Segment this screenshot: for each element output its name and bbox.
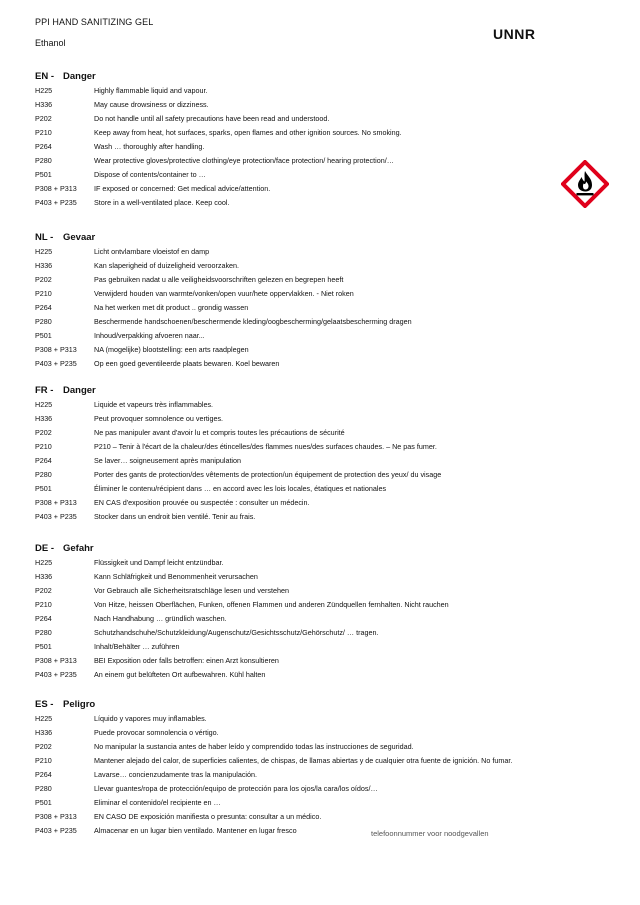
statement-row — [35, 273, 615, 287]
statement-row — [35, 612, 615, 626]
section-heading — [35, 542, 615, 556]
statement-row — [35, 112, 615, 126]
statement-code: P501 — [35, 484, 52, 493]
statement-code: P403 + P235 — [35, 826, 77, 835]
section-heading — [35, 231, 615, 245]
statement-text: May cause drowsiness or dizziness. — [94, 100, 209, 109]
statement-row — [35, 754, 615, 768]
language-code: FR - — [35, 385, 54, 396]
statement-row — [35, 482, 615, 496]
statement-text: Nach Handhabung … gründlich waschen. — [94, 614, 227, 623]
statement-row — [35, 824, 615, 838]
signal-word: Danger — [63, 71, 96, 82]
statement-text: IF exposed or concerned: Get medical advice/attention. — [94, 184, 271, 193]
signal-word: Gevaar — [63, 232, 96, 243]
statement-code: P210 — [35, 128, 52, 137]
statement-code: H336 — [35, 261, 53, 270]
statement-text: Almacenar en un lugar bien ventilado. Mantener en lugar fresco — [94, 826, 297, 835]
statement-text: Vor Gebrauch alle Sicherheitsratschläge lesen und verstehen — [94, 586, 289, 595]
statement-row — [35, 315, 615, 329]
language-code: NL - — [35, 232, 54, 243]
statement-text: P210 – Tenir à l'écart de la chaleur/des étincelles/des flammes nues/des surfaces chaudes. – Ne pas fumer. — [94, 442, 437, 451]
statement-text: Verwijderd houden van warmte/vonken/open vuur/hete oppervlakken. - Niet roken — [94, 289, 354, 298]
section-de — [35, 542, 615, 682]
statement-code: P501 — [35, 331, 52, 340]
statement-row — [35, 640, 615, 654]
statement-text: Op een goed geventileerde plaats bewaren. Koel bewaren — [94, 359, 280, 368]
statement-code: P501 — [35, 798, 52, 807]
statement-code: P202 — [35, 114, 52, 123]
statement-text: Llevar guantes/ropa de protección/equipo de protección para los ojos/la cara/los oídos/… — [94, 784, 378, 793]
signal-word: Peligro — [63, 699, 96, 710]
statement-row — [35, 712, 615, 726]
statement-code: P403 + P235 — [35, 359, 77, 368]
statement-text: EN CASO DE exposición manifiesta o presunta: consultar a un médico. — [94, 812, 322, 821]
statement-code: P403 + P235 — [35, 670, 77, 679]
statement-text: Éliminer le contenu/récipient dans … en accord avec les lois locales, étatiques et nationales — [94, 484, 387, 493]
section-heading — [35, 70, 615, 84]
statement-row — [35, 343, 615, 357]
signal-word: Danger — [63, 385, 96, 396]
emergency-phone-label: telefoonnummer voor noodgevallen — [371, 829, 489, 838]
statement-text: Wear protective gloves/protective clothing/eye protection/face protection/ hearing protection/… — [94, 156, 394, 165]
statement-text: Lavarse… concienzudamente tras la manipulación. — [94, 770, 258, 779]
statement-text: Inhalt/Behälter … zuführen — [94, 642, 180, 651]
statement-row — [35, 259, 615, 273]
statement-code: H225 — [35, 558, 53, 567]
statement-code: P280 — [35, 470, 52, 479]
statement-text: EN CAS d'exposition prouvée ou suspectée : consulter un médecin. — [94, 498, 310, 507]
statement-text: Kann Schläfrigkeit und Benommenheit verursachen — [94, 572, 258, 581]
statement-row — [35, 668, 615, 682]
statement-text: Ne pas manipuler avant d'avoir lu et compris toutes les précautions de sécurité — [94, 428, 345, 437]
statement-row — [35, 329, 615, 343]
statement-row — [35, 810, 615, 824]
statement-row — [35, 196, 615, 210]
statement-row — [35, 796, 615, 810]
statement-text: Stocker dans un endroit bien ventilé. Tenir au frais. — [94, 512, 256, 521]
statement-row — [35, 98, 615, 112]
statement-text: Na het werken met dit product .. grondig wassen — [94, 303, 249, 312]
language-code: ES - — [35, 699, 54, 710]
statement-row — [35, 440, 615, 454]
statement-row — [35, 570, 615, 584]
language-code: DE - — [35, 543, 54, 554]
statement-code: P210 — [35, 289, 52, 298]
statement-text: Beschermende handschoenen/beschermende kleding/oogbescherming/gelaatsbescherming dragen — [94, 317, 412, 326]
section-heading — [35, 384, 615, 398]
statement-row — [35, 510, 615, 524]
statement-code: P202 — [35, 428, 52, 437]
statement-text: Eliminar el contenido/el recipiente en … — [94, 798, 221, 807]
statement-code: P210 — [35, 600, 52, 609]
statement-code: H336 — [35, 414, 53, 423]
statement-text: Keep away from heat, hot surfaces, sparks, open flames and other ignition sources. No smoking. — [94, 128, 402, 137]
section-heading — [35, 698, 615, 712]
statement-code: P202 — [35, 275, 52, 284]
statement-text: NA (mogelijke) blootstelling: een arts raadplegen — [94, 345, 249, 354]
statement-text: Schutzhandschuhe/Schutzkleidung/Augenschutz/Gesichtsschutz/Gehörschutz/ … tragen. — [94, 628, 379, 637]
statement-row — [35, 782, 615, 796]
section-nl — [35, 231, 615, 371]
statement-code: P403 + P235 — [35, 512, 77, 521]
statement-code: H225 — [35, 400, 53, 409]
statement-row — [35, 454, 615, 468]
statement-text: Highly flammable liquid and vapour. — [94, 86, 208, 95]
section-es — [35, 698, 615, 838]
statement-text: Do not handle until all safety precautions have been read and understood. — [94, 114, 330, 123]
statement-code: P501 — [35, 170, 52, 179]
statement-row — [35, 556, 615, 570]
product-name: PPI HAND SANITIZING GEL — [35, 17, 154, 27]
statement-code: P501 — [35, 642, 52, 651]
statement-code: P264 — [35, 456, 52, 465]
statement-row — [35, 182, 615, 196]
statement-row — [35, 584, 615, 598]
statement-row — [35, 287, 615, 301]
statement-text: No manipular la sustancia antes de haber leído y comprendido todas las instrucciones de seguridad. — [94, 742, 414, 751]
statement-code: P202 — [35, 742, 52, 751]
statement-text: Wash … thoroughly after handling. — [94, 142, 205, 151]
statement-code: H225 — [35, 714, 53, 723]
statement-text: Store in a well-ventilated place. Keep cool. — [94, 198, 230, 207]
statement-row — [35, 412, 615, 426]
statement-row — [35, 140, 615, 154]
statement-code: P308 + P313 — [35, 184, 77, 193]
statement-row — [35, 768, 615, 782]
statement-text: Licht ontvlambare vloeistof en damp — [94, 247, 210, 256]
statement-row — [35, 654, 615, 668]
substance-name: Ethanol — [35, 38, 66, 48]
statement-row — [35, 168, 615, 182]
statement-code: P308 + P313 — [35, 345, 77, 354]
statement-text: Flüssigkeit und Dampf leicht entzündbar. — [94, 558, 224, 567]
statement-text: Kan slaperigheid of duizeligheid veroorzaken. — [94, 261, 240, 270]
brand-logo: UNNR — [493, 26, 536, 42]
statement-code: P280 — [35, 156, 52, 165]
statement-code: P202 — [35, 586, 52, 595]
statement-text: Porter des gants de protection/des vêtements de protection/un équipement de protection des yeux/ du visage — [94, 470, 442, 479]
statement-code: P308 + P313 — [35, 656, 77, 665]
statement-code: P264 — [35, 614, 52, 623]
statement-row — [35, 154, 615, 168]
statement-row — [35, 301, 615, 315]
section-fr — [35, 384, 615, 524]
statement-row — [35, 468, 615, 482]
statement-row — [35, 84, 615, 98]
statement-row — [35, 740, 615, 754]
statement-text: Peut provoquer somnolence ou vertiges. — [94, 414, 224, 423]
statement-text: Mantener alejado del calor, de superficies calientes, de chispas, de llamas abiertas y de cualquier otra fuente de ignición. No fumar. — [94, 756, 513, 765]
statement-code: H225 — [35, 86, 53, 95]
statement-text: Pas gebruiken nadat u alle veiligheidsvoorschriften gelezen en begrepen heeft — [94, 275, 344, 284]
statement-text: Inhoud/verpakking afvoeren naar... — [94, 331, 205, 340]
signal-word: Gefahr — [63, 543, 94, 554]
statement-code: P280 — [35, 784, 52, 793]
section-en — [35, 70, 615, 210]
statement-text: Dispose of contents/container to … — [94, 170, 206, 179]
statement-row — [35, 245, 615, 259]
statement-row — [35, 426, 615, 440]
statement-text: BEI Exposition oder falls betroffen: einen Arzt konsultieren — [94, 656, 279, 665]
statement-row — [35, 357, 615, 371]
statement-text: Líquido y vapores muy inflamables. — [94, 714, 207, 723]
statement-text: Se laver… soigneusement après manipulation — [94, 456, 242, 465]
statement-code: H225 — [35, 247, 53, 256]
statement-row — [35, 398, 615, 412]
statement-code: P210 — [35, 442, 52, 451]
statement-code: P308 + P313 — [35, 812, 77, 821]
statement-code: H336 — [35, 100, 53, 109]
statement-code: H336 — [35, 728, 53, 737]
statement-row — [35, 496, 615, 510]
language-code: EN - — [35, 71, 54, 82]
statement-code: P264 — [35, 770, 52, 779]
statement-text: Liquide et vapeurs très inflammables. — [94, 400, 214, 409]
statement-text: Puede provocar somnolencia o vértigo. — [94, 728, 219, 737]
statement-code: P308 + P313 — [35, 498, 77, 507]
statement-row — [35, 126, 615, 140]
statement-code: P264 — [35, 303, 52, 312]
statement-code: P280 — [35, 628, 52, 637]
statement-row — [35, 598, 615, 612]
statement-row — [35, 626, 615, 640]
statement-text: An einem gut belüfteten Ort aufbewahren. Kühl halten — [94, 670, 266, 679]
statement-code: P210 — [35, 756, 52, 765]
statement-code: P280 — [35, 317, 52, 326]
statement-text: Von Hitze, heissen Oberflächen, Funken, offenen Flammen und anderen Zündquellen fernhalten. Nicht rauchen — [94, 600, 449, 609]
statement-code: H336 — [35, 572, 53, 581]
statement-row — [35, 726, 615, 740]
statement-code: P403 + P235 — [35, 198, 77, 207]
statement-code: P264 — [35, 142, 52, 151]
